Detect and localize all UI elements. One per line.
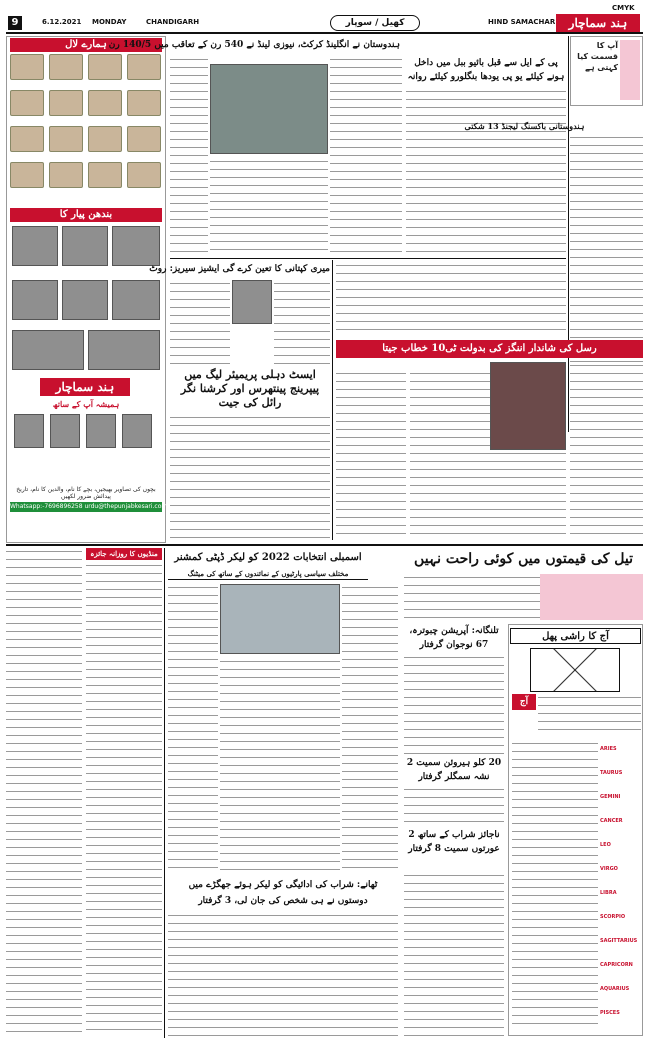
zodiac-label: SAGITTARIUS <box>600 938 638 944</box>
contact-line[interactable]: Whatsapp:-7696896258 urdu@thepunjabkesari.com <box>10 503 168 510</box>
a6-headline: تیل کی قیمتوں میں کوئی راحت نہیں <box>414 551 633 567</box>
a1-body <box>170 56 208 256</box>
a2-headline: پی کے ایل سے قبل بائیو ببل میں داخل ہونے کیلئے یو پی یودھا بنگلورو کیلئے روانہ <box>407 58 565 82</box>
zodiac-row <box>512 834 641 858</box>
zodiac-text <box>512 740 598 760</box>
kid-photo <box>127 162 161 188</box>
sample-photo <box>14 414 44 448</box>
a7-body <box>220 658 340 874</box>
market-list <box>86 562 162 1036</box>
a12-headline: ٹھانے: شراب کی ادائیگی کو لیکر ہوئے جھگڑے میں <box>188 880 378 890</box>
a9-headline: 20 کلو ہیروئن سمیت 2 نشہ سمگلر گرفتار <box>406 758 502 782</box>
zodiac-text <box>512 956 598 976</box>
header-date: 6.12.2021 <box>42 18 82 26</box>
oil-image <box>540 574 643 620</box>
couple-photo <box>12 280 58 320</box>
kid-photo <box>10 162 44 188</box>
kid-photo <box>127 90 161 116</box>
zodiac-row <box>512 978 641 1002</box>
side-brand-image <box>620 40 640 100</box>
contact-note: بچوں کی تصاویر بھیجیں، بچے کا نام، والدین کا نام، تاریخ پیدائش ضرور لکھیں <box>16 486 156 500</box>
kids-grid <box>10 54 162 202</box>
a2-body <box>406 88 566 256</box>
zodiac-text <box>512 980 598 1000</box>
zodiac-row <box>512 762 641 786</box>
horoscope-intro <box>538 694 641 734</box>
zodiac-text <box>512 812 598 832</box>
zodiac-label: TAURUS <box>600 770 623 776</box>
a7-body <box>342 584 398 874</box>
color-mark: CMYK <box>612 4 635 12</box>
a1-body <box>330 56 402 256</box>
zodiac-text <box>512 764 598 784</box>
birthday-title: ہمارے لال <box>10 38 162 52</box>
a11-headline: دوستوں نے ہی شخص کی جان لی، 3 گرفتار <box>198 896 368 906</box>
kid-photo <box>49 162 83 188</box>
zodiac-text <box>512 932 598 952</box>
couple-photo <box>12 330 84 370</box>
zodiac-row <box>512 810 641 834</box>
zodiac-row <box>512 930 641 954</box>
market-rates <box>6 548 82 1036</box>
a9-body <box>404 786 504 826</box>
a10-headline: ناجائز شراب کے ساتھ 2 عورتوں سمیت 8 گرفتار <box>408 830 500 854</box>
brand-en: HIND SAMACHAR <box>488 18 556 26</box>
sample-photo <box>86 414 116 448</box>
kid-photo <box>49 90 83 116</box>
kid-photo <box>49 54 83 80</box>
zodiac-list <box>512 738 641 1032</box>
zodiac-text <box>512 788 598 808</box>
russell-photo <box>490 362 566 450</box>
a4-body <box>170 414 330 540</box>
partner-brand: ہند سماچار <box>40 378 130 396</box>
couple-photo <box>62 226 108 266</box>
kid-photo <box>88 162 122 188</box>
side-brand-text: آپ کا قسمت کیا کہتی ہے <box>577 41 618 72</box>
zodiac-row <box>512 954 641 978</box>
a1-body <box>210 158 328 256</box>
a8-body <box>404 654 504 754</box>
a3-headline: میری کپتانی کا تعین کرے گی ایشیز سیریز: روٹ <box>149 264 330 274</box>
divider <box>6 544 643 546</box>
zodiac-label: ARIES <box>600 746 617 752</box>
zodiac-label: CAPRICORN <box>600 962 633 968</box>
sample-photo <box>122 414 152 448</box>
kid-photo <box>88 126 122 152</box>
a5-headline: رسل کی شاندار اننگز کی بدولت ٹی10 خطاب جیتا <box>336 340 643 358</box>
zodiac-row <box>512 906 641 930</box>
brand-logo: ہند سماچار <box>556 14 640 32</box>
zodiac-text <box>512 908 598 928</box>
a1-headline: ہندوستان نے انگلینڈ کرکٹ، نیوزی لینڈ نے 540 رن کے تعاقب میں 140/5 رن <box>108 40 400 50</box>
kid-photo <box>127 126 161 152</box>
zodiac-text <box>512 836 598 856</box>
couple-photo <box>112 280 160 320</box>
classified-title: منڈیوں کا روزانہ جائزہ <box>86 548 162 560</box>
couple-photo <box>112 226 160 266</box>
a8-headline: تلنگانہ: آپریشن چبوترہ، 67 نوجوان گرفتار <box>409 626 499 650</box>
a3-body <box>170 280 230 364</box>
column-divider <box>332 260 333 540</box>
side-title: ہندوستانی باکسنگ لیجنڈ 13 شکتی <box>464 121 585 131</box>
header-city: CHANDIGARH <box>146 18 200 26</box>
couple-photo <box>12 226 58 266</box>
a10-body <box>404 872 504 1036</box>
zodiac-row <box>512 858 641 882</box>
partner-title: ہمیشہ آپ کے ساتھ <box>52 399 120 409</box>
a7-headline: اسمبلی انتخابات 2022 کو لیکر ڈپٹی کمشنر <box>174 552 362 563</box>
root-photo <box>232 280 272 324</box>
a3-body <box>274 280 330 364</box>
zodiac-label: PISCES <box>600 1010 620 1016</box>
a11-body <box>168 912 398 1036</box>
kid-photo <box>88 54 122 80</box>
cricket-photo <box>210 64 328 154</box>
zodiac-row <box>512 882 641 906</box>
a7-body <box>168 584 218 874</box>
couple-photo <box>62 280 108 320</box>
kid-photo <box>88 90 122 116</box>
zodiac-label: GEMINI <box>600 794 621 800</box>
zodiac-text <box>512 884 598 904</box>
zodiac-row <box>512 1002 641 1026</box>
kid-photo <box>127 54 161 80</box>
kid-photo <box>10 126 44 152</box>
zodiac-row <box>512 786 641 810</box>
a5-body <box>570 362 643 540</box>
zodiac-label: CANCER <box>600 818 623 824</box>
a4-headline: ایسٹ دہلی پریمیئر لیگ میں پیپرینج پینتھرس اور کرشنا نگر رائل کی جیت <box>180 368 320 409</box>
scorecard <box>336 370 406 540</box>
zodiac-label: LIBRA <box>600 890 617 896</box>
horoscope-title: آج کا راشی پھل <box>510 628 641 644</box>
section-label: کھیل / سوپار <box>330 15 420 31</box>
sample-photo <box>50 414 80 448</box>
kid-photo <box>10 54 44 80</box>
a7-subhead: مختلف سیاسی پارٹیوں کے نمائندوں کے ساتھ کی میٹنگ <box>168 568 368 580</box>
horoscope-brand: آج <box>512 694 536 710</box>
column-divider <box>164 548 165 1038</box>
header-day: MONDAY <box>92 18 127 26</box>
couple-photo <box>88 330 160 370</box>
zodiac-label: LEO <box>600 842 611 848</box>
kundli-chart <box>530 648 620 692</box>
zodiac-text <box>512 860 598 880</box>
zodiac-label: VIRGO <box>600 866 618 872</box>
kid-photo <box>49 126 83 152</box>
meeting-photo <box>220 584 340 654</box>
scorecard <box>336 262 566 330</box>
divider <box>170 258 566 259</box>
column-divider <box>568 36 569 432</box>
zodiac-label: AQUARIUS <box>600 986 630 992</box>
kid-photo <box>10 90 44 116</box>
zodiac-text <box>512 1004 598 1024</box>
zodiac-label: SCORPIO <box>600 914 626 920</box>
page-number: 9 <box>8 16 22 30</box>
greeting-title: بندھن پیار کا <box>10 208 162 222</box>
zodiac-row <box>512 738 641 762</box>
